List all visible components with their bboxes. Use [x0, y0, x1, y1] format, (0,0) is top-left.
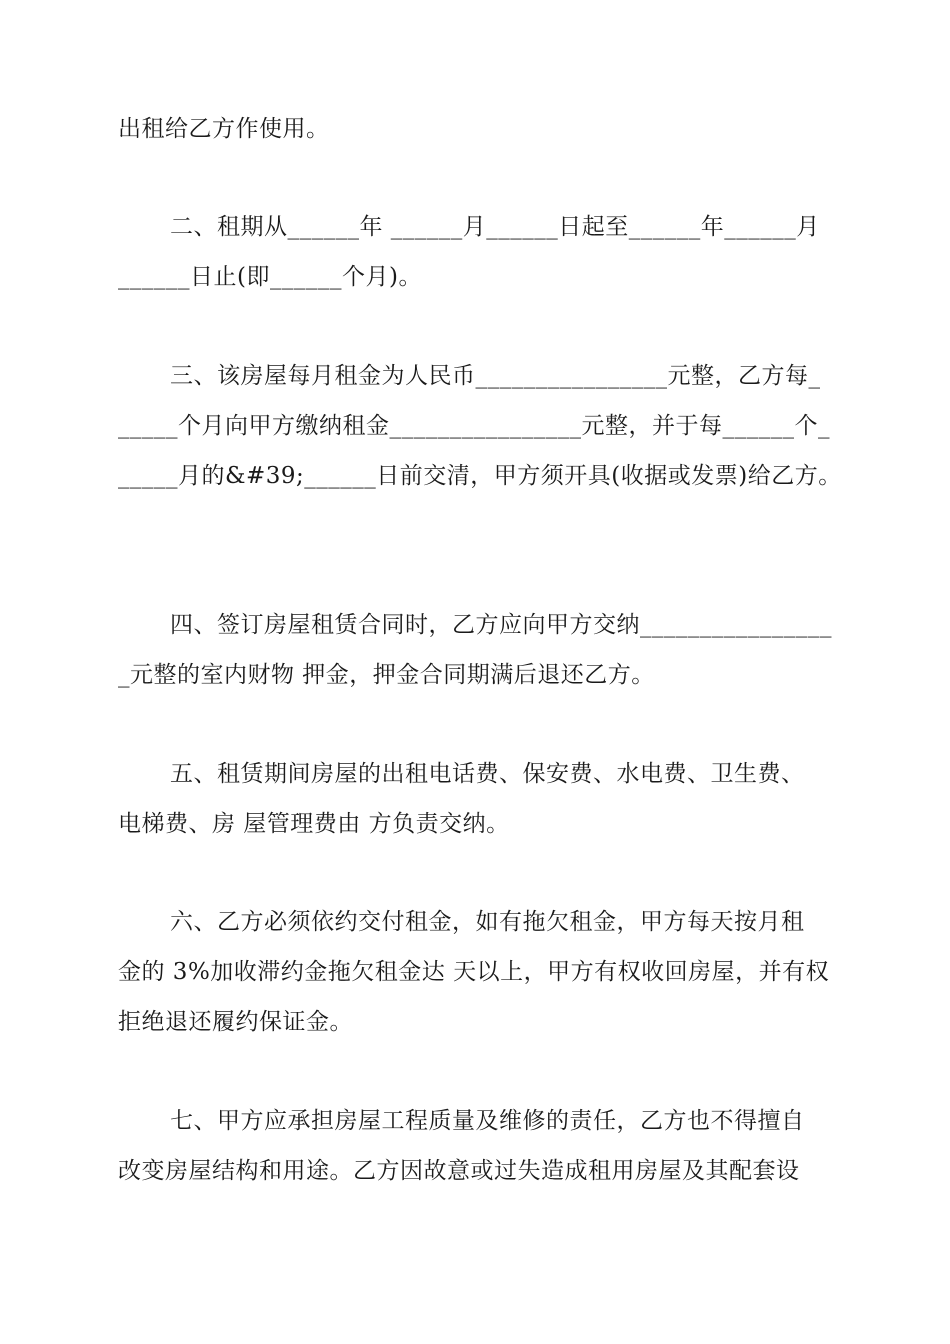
clause-3-line-3: _____月的&#39;______日前交清，甲方须开具(收据或发票)给乙方。: [118, 463, 842, 489]
clause-2-line-1: 二、租期从______年 ______月______日起至______年______月: [170, 214, 820, 240]
clause-7-line-2: 改变房屋结构和用途。乙方因故意或过失造成租用房屋及其配套设: [118, 1158, 800, 1184]
clause-6-line-2: 金的 3%加收滞约金拖欠租金达 天以上，甲方有权收回房屋，并有权: [118, 959, 830, 985]
text-line: 出租给乙方作使用。: [118, 116, 330, 142]
clause-4-line-2: _元整的室内财物 押金，押金合同期满后退还乙方。: [118, 662, 655, 688]
clause-3-line-1: 三、该房屋每月租金为人民币________________元整，乙方每_: [170, 363, 821, 389]
clause-6-line-3: 拒绝退还履约保证金。: [118, 1009, 353, 1035]
clause-7-line-1: 七、甲方应承担房屋工程质量及维修的责任，乙方也不得擅自: [170, 1108, 805, 1134]
clause-5-line-1: 五、租赁期间房屋的出租电话费、保安费、水电费、卫生费、: [170, 761, 805, 787]
clause-6-line-1: 六、乙方必须依约交付租金，如有拖欠租金，甲方每天按月租: [170, 909, 805, 935]
clause-3-line-2: _____个月向甲方缴纳租金________________元整，并于每______个_: [118, 413, 830, 439]
clause-5-line-2: 电梯费、房 屋管理费由 方负责交纳。: [118, 811, 510, 837]
clause-2-line-2: ______日止(即______个月)。: [118, 264, 422, 290]
clause-4-line-1: 四、签订房屋租赁合同时，乙方应向甲方交纳________________: [170, 612, 832, 638]
